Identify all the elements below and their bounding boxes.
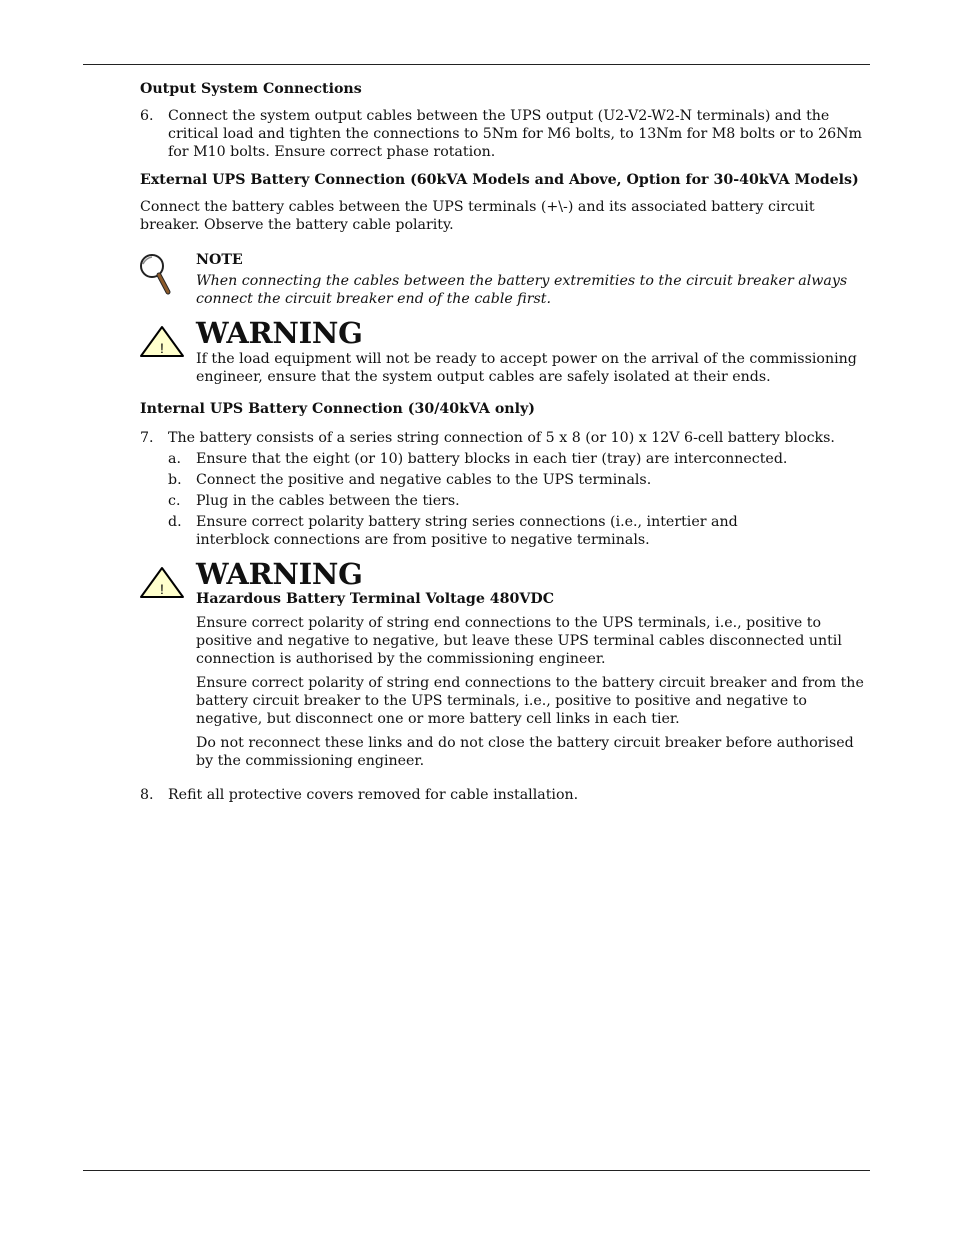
step-text: The battery consists of a series string connection of 5 x 8 (or 10) x 12V 6-cell battery blocks. [168,430,835,446]
section-heading-external: External UPS Battery Connection (60kVA Models and Above, Option for 30-40kVA Models) [140,172,859,188]
warning-body: If the load equipment will not be ready to accept power on the arrival of the commissioning engineer, ensure that the system output cables are safely isolated at their ends. [196,351,857,385]
magnifier-icon [138,252,172,301]
step-number: 7. [140,430,154,446]
substep-text: Ensure that the eight (or 10) battery blocks in each tier (tray) are interconnected. [196,451,788,467]
note-title: NOTE [196,252,243,268]
footer-rule [83,1170,870,1171]
step-text: Connect the system output cables between the UPS output (U2-V2-W2-N terminals) and the critical load and tighten the connections to 5Nm for M6 bolts, to 13Nm for M8 bolts or to 26Nm for M10 bolts. Ensure correct phase rotation. [168,108,862,160]
substep-letter: d. [168,514,182,530]
substep-letter: b. [168,472,182,488]
warning-triangle-icon [139,566,185,605]
svg-text:!: ! [160,581,164,597]
section-heading-output: Output System Connections [140,81,362,97]
step-text: Refit all protective covers removed for cable installation. [168,787,579,803]
warning-paragraph: Ensure correct polarity of string end connections to the battery circuit breaker and from the battery circuit breaker to the UPS terminals, i.e., positive to positive and negative to negative, but disconnect one or more battery cell links in each tier. [196,675,864,727]
substep-letter: c. [168,493,181,509]
warning-subtitle: Hazardous Battery Terminal Voltage 480VDC [196,591,554,607]
substep-text: Connect the positive and negative cables to the UPS terminals. [196,472,652,488]
header-rule [83,64,870,65]
substep-letter: a. [168,451,181,467]
warning-paragraph: Do not reconnect these links and do not close the battery circuit breaker before authorised by the commissioning engineer. [196,735,854,769]
warning-title: WARNING [196,316,363,350]
warning-title: WARNING [196,557,363,591]
note-body: When connecting the cables between the battery extremities to the circuit breaker always connect the circuit breaker end of the cable first. [196,273,848,307]
substep-text: Plug in the cables between the tiers. [196,493,460,509]
paragraph: Connect the battery cables between the UPS terminals (+\-) and its associated battery circuit breaker. Observe the battery cable polarity. [140,199,815,233]
step-number: 8. [140,787,154,803]
section-heading-internal: Internal UPS Battery Connection (30/40kVA only) [140,401,535,417]
svg-text:!: ! [160,340,164,356]
substep-text: Ensure correct polarity battery string series connections (i.e., intertier and interblock connections are from positive to negative terminals. [196,514,738,548]
warning-paragraph: Ensure correct polarity of string end connections to the UPS terminals, i.e., positive to positive and negative to negative, but leave these UPS terminal cables disconnected until connection is authorised by the commissioning engineer. [196,615,842,667]
warning-triangle-icon [139,325,185,364]
step-number: 6. [140,108,154,124]
